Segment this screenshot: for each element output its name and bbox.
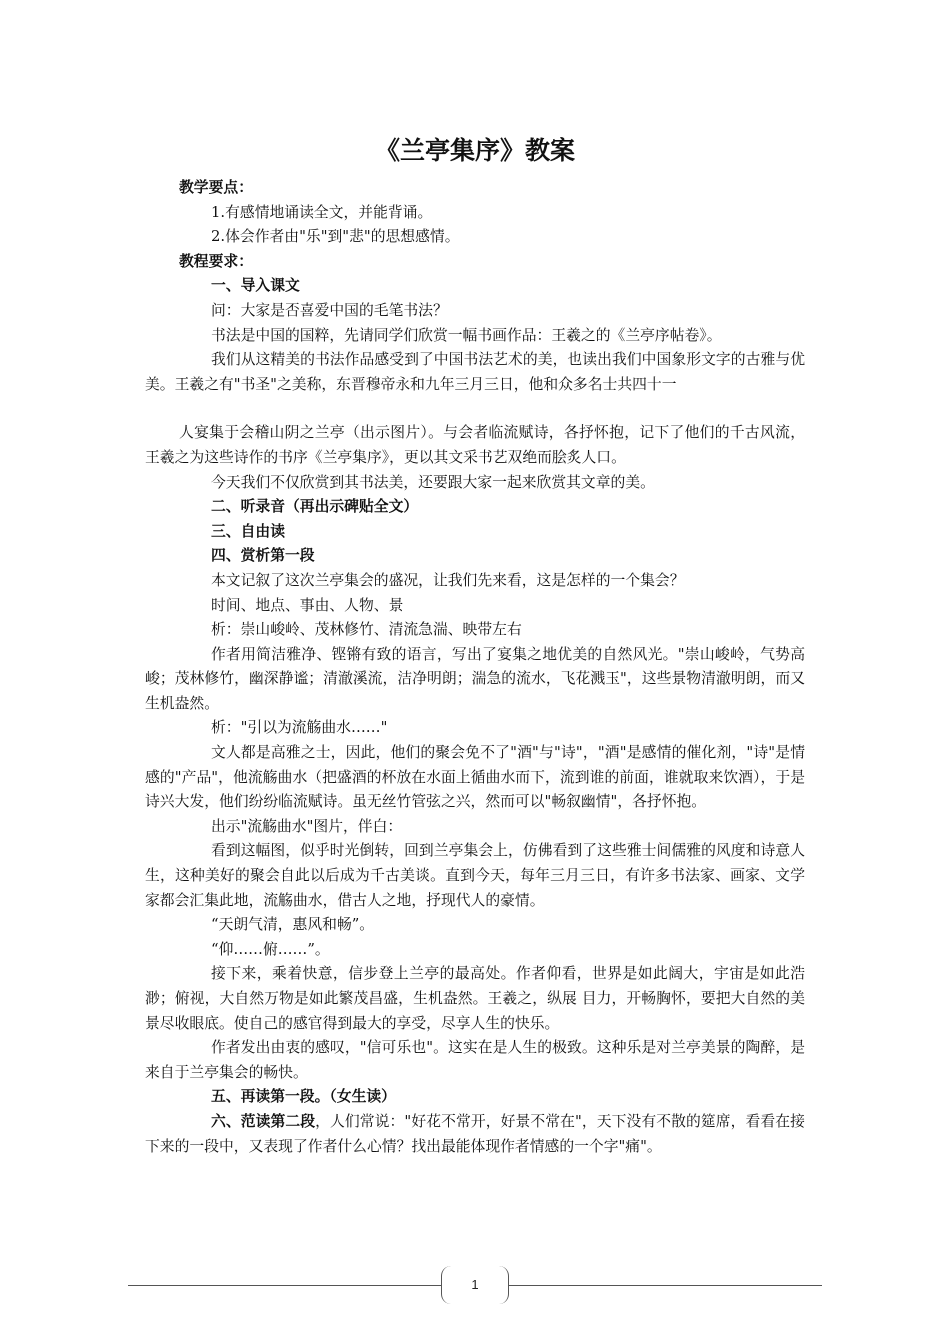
part1-heading: 一、导入课文: [211, 277, 300, 295]
page-gap: [145, 397, 805, 421]
part6-heading: 六、范读第二段: [211, 1112, 316, 1130]
part4-line-7: 出示"流觞曲水"图片，伴白：: [211, 817, 403, 835]
part4-line-10: “仰……俯……”。: [211, 940, 330, 958]
part4-paragraph-8: 看到这幅图，似乎时光倒转，回到兰亭集会上，仿佛看到了这些雅士间儒雅的风度和诗意人生，这种美好的聚会自此以后成为千古美谈。直到今天，每年三月三日，有许多书法家、画家、文学家都会汇集此地，流觞曲水，借古人之地，抒现代人的豪情。: [145, 842, 805, 909]
teaching-points-heading: 教学要点：: [179, 179, 253, 196]
teaching-point-2: 2.体会作者由"乐"到"悲"的思想感情。: [211, 228, 460, 246]
part4-paragraph-4: 作者用简洁雅净、铿锵有致的语言，写出了宴集之地优美的自然风光。"崇山峻岭，气势高峻；茂林修竹，幽深静谧；清澈溪流，洁净明朗；湍急的流水，飞花溅玉"，这些景物清澈明朗，而又生机盎然。: [145, 645, 805, 712]
part4-paragraph-11: 接下来，乘着快意，信步登上兰亭的最高处。作者仰看，世界是如此阔大，宇宙是如此浩渺；俯视，大自然万物是如此繁茂昌盛，生机盎然。王羲之，纵展 目力，开畅胸怀，要把大自然的美景尽收眼底。使自己的感官得到最大的享受，尽享人生的快乐。: [145, 965, 805, 1032]
part4-line-3: 析：崇山峻岭、茂林修竹、清流急湍、映带左右: [211, 621, 522, 639]
part1-line-2: 书法是中国的国粹，先请同学们欣赏一幅书画作品：王羲之的《兰亭序帖卷》。: [211, 326, 722, 344]
page-footer: [128, 1266, 822, 1306]
part4-paragraph-6: 文人都是高雅之士，因此，他们的聚会免不了"酒"与"诗"，"酒"是感情的催化剂，"诗"是情感的"产品"，他流觞曲水（把盛酒的杯放在水面上循曲水而下，流到谁的前面，谁就取来饮酒），于是诗兴大发，他们纷纷临流赋诗。虽无丝竹管弦之兴，然而可以"畅叙幽情"，各抒怀抱。: [145, 744, 805, 811]
part6-text: ，人们常说："好花不常开，好景不常在"，天下没有不散的筵席，看看在接下来的一段中，又表现了作者什么心情？找出最能体现作者情感的一个字"痛"。: [145, 1112, 805, 1155]
part4-line-1: 本文记叙了这次兰亭集会的盛况，让我们先来看，这是怎样的一个集会？: [211, 571, 685, 589]
part4-line-9: “天朗气清，惠风和畅”。: [211, 916, 375, 934]
footer-rule-right: [509, 1285, 822, 1286]
part4-line-2: 时间、地点、事由、人物、景: [211, 596, 404, 614]
document-title: 《兰亭集序》教案: [374, 136, 575, 165]
part5-heading: 五、再读第一段。（女生读）: [211, 1088, 396, 1106]
part1-line-5: 今天我们不仅欣赏到其书法美，还要跟大家一起来欣赏其文章的美。: [211, 473, 655, 491]
teaching-point-1: 1.有感情地诵读全文，并能背诵。: [211, 203, 433, 221]
part1-paragraph-3: 我们从这精美的书法作品感受到了中国书法艺术的美，也读出我们中国象形文字的古雅与优美。王羲之有"书圣"之美称，东晋穆帝永和九年三月三日，他和众多名士共四十一: [145, 351, 805, 393]
part1-paragraph-4: 人宴集于会稽山阴之兰亭（出示图片）。与会者临流赋诗，各抒怀抱，记下了他们的千古风流，王羲之为这些诗作的书序《兰亭集序》，更以其文采书艺双绝而脍炙人口。: [145, 424, 805, 466]
part4-line-5: 析："引以为流觞曲水……": [211, 719, 388, 737]
document-body: [145, 176, 805, 1159]
part2-heading: 二、听录音（再出示碑贴全文）: [211, 498, 419, 516]
teaching-process-heading: 教程要求：: [179, 252, 253, 270]
part4-paragraph-12: 作者发出由衷的感叹，"信可乐也"。这实在是人生的极致。这种乐是对兰亭美景的陶醉，是来自于兰亭集会的畅快。: [145, 1039, 805, 1081]
footer-rule-left: [128, 1285, 441, 1286]
part3-heading: 三、自由读: [211, 522, 285, 540]
part1-line-1: 问：大家是否喜爱中国的毛笔书法？: [211, 301, 448, 319]
part4-heading: 四、赏析第一段: [211, 547, 315, 565]
part6-paragraph: [145, 1110, 805, 1159]
page-number: 1: [471, 1277, 479, 1292]
